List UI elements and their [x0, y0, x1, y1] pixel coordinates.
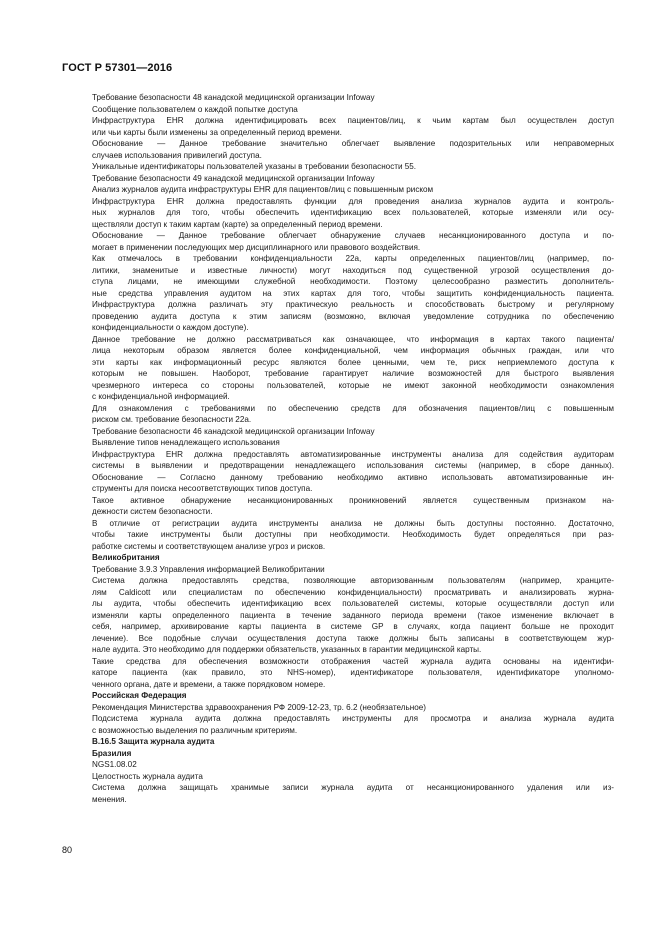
text-line: ченного органа, дате и времени, а также порядковом номере.: [92, 679, 326, 689]
text-line: NGS1.08.02: [92, 760, 137, 769]
text-line: риском см. требование безопасности 22а.: [92, 415, 252, 424]
text-line: Система должна защищать хранимые записи журнала аудита от несанкционированного удаления или из-: [92, 783, 614, 792]
text-line: чтобы такие инструменты были доступны при необходимости. Необходимость будет определяться при раз-: [92, 530, 614, 539]
text-line: Анализ журналов аудита инфраструктуры EHR для пациентов/лиц с повышенным риском: [92, 185, 434, 194]
text-line: Инфраструктура должна различать эту практическую реальность и способствовать быстрому и регулярному: [92, 300, 614, 309]
text-line: Рекомендация Министерства здравоохранения РФ 2009-12-23, тр. 6.2 (необязательное): [92, 702, 426, 712]
text-line: ные средства управления аудитом на этих картах для того, чтобы защитить конфиденциальность пациента.: [92, 288, 614, 298]
section-heading-line: B.16.5 Защита журнала аудита: [92, 737, 215, 746]
text-line: Обоснование — Данное требование значительно облегчает выявление подозрительных или неправомерных: [92, 139, 614, 148]
text-line: которым не повышен. Наоборот, требование гарантирует наличие возможностей для быстрого выявления: [92, 369, 614, 378]
text-line: литики, знаменитые и известные личности) могут находиться под существенной угрозой осуществления до-: [92, 265, 614, 275]
standard-header: ГОСТ Р 57301—2016: [62, 62, 173, 74]
text-line: или чьи карты были изменены за определенный период времени.: [92, 127, 342, 137]
text-line: Обоснование — Данное требование облегчает обнаружение случаев несанкционированного доступа и по-: [92, 231, 614, 240]
text-line: системы в выявлении и предотвращении ненадлежащего использования системы (например, в сборе данных).: [92, 461, 614, 470]
section-heading-line: Великобритания: [92, 553, 160, 562]
text-line: Уникальные идентификаторы пользователей указаны в требовании безопасности 55.: [92, 162, 417, 171]
text-line: себя, например, архивирование карты пациента в системе GP в случаях, когда пациент больше не проходит: [92, 622, 614, 631]
text-line: Такое активное обнаружение несанкционированных проникновений является существенным признаком на-: [92, 495, 614, 505]
text-line: проведению аудита доступа к этим записям (возможно, включая уведомление сотрудника по обеспечению: [92, 311, 614, 321]
text-line: Инфраструктура EHR должна предоставлять функции для проведения анализа журналов аудита и контроль-: [92, 196, 614, 206]
text-line: изменяли карты определенного пациента в течение заданного периода времени (такое изменение включает в: [92, 610, 614, 620]
text-line: лица некоторым образом является более конфиденциальной, чем информация обычных граждан, или что: [92, 346, 614, 355]
text-line: Требование безопасности 46 канадской медицинской организации Infoway: [92, 426, 375, 436]
text-line: Как отмечалось в требовании конфиденциальности 22а, карты определенных пациентов/лиц (например, по-: [92, 254, 614, 263]
text-line: Инфраструктура EHR должна предоставлять автоматизированные инструменты анализа для содействия аудиторам: [92, 449, 614, 459]
document-body: [92, 92, 614, 805]
text-line: лям Caldicott или специалистам по обеспечению конфиденциальности) просматривать и анализировать журна-: [92, 587, 614, 597]
text-line: Для ознакомления с требованиями по обеспечению средств для обозначения пациентов/лиц с повышенным: [92, 403, 614, 413]
text-line: Выявление типов ненадлежащего использования: [92, 438, 280, 447]
text-line: с возможностью выделения по различным критериям.: [92, 725, 298, 735]
text-line: Подсистема журнала аудита должна предоставлять инструменты для просмотра и анализа журнала аудита: [92, 714, 614, 723]
text-line: случаев использования привилегий доступа.: [92, 150, 262, 160]
text-line: с конфиденциальной информацией.: [92, 392, 230, 401]
text-line: чрезмерного интереса со стороны пользователей, которые не имеют законной необходимости ознакомления: [92, 380, 614, 390]
text-line: нале аудита. Это необходимо для поддержки обязательств, указанных в гарантии медицинской карты.: [92, 645, 482, 654]
page-number: 80: [62, 845, 73, 855]
text-line: Целостность журнала аудита: [92, 771, 203, 781]
text-line: струменты для поиска несоответствующих типов доступа.: [92, 484, 313, 493]
text-line: лечение). Все подобные случаи осуществления доступа также должны быть записаны в соответствующем жур-: [92, 633, 614, 643]
text-line: ных журналов для того, чтобы обеспечить идентификацию всех пользователей, которые изменяли или осу-: [92, 208, 614, 217]
text-line: Инфраструктура EHR должна идентифицировать всех пациентов/лиц, к чьим картам был осуществлен доступ: [92, 116, 614, 125]
section-heading-line: Российская Федерация: [92, 691, 187, 700]
text-line: работке системы и соответствующем анализе угроз и рисков.: [92, 541, 326, 551]
text-line: Требование безопасности 48 канадской медицинской организации Infoway: [92, 93, 375, 102]
text-line: Требование 3.9.3 Управления информацией Великобритании: [92, 564, 325, 574]
text-line: ществляли доступ к таким картам (карте) за определенный период времени.: [92, 219, 383, 229]
text-line: могает в применении последующих мер дисциплинарного или правового воздействия.: [92, 242, 421, 252]
text-line: Требование безопасности 49 канадской медицинской организации Infoway: [92, 173, 375, 183]
section-heading-line: Бразилия: [92, 748, 132, 758]
text-line: ступа лицами, не имеющими служебной необходимости. Поэтому целесообразно разместить дополнитель-: [92, 277, 614, 286]
text-line: Данное требование не должно рассматриваться как означающее, что информация в картах такого пациента/: [92, 334, 614, 344]
text-line: Такие средства для обеспечения возможности отображения частей журнала аудита основаны на идентифи-: [92, 656, 614, 666]
text-line: конфиденциальности о каждом доступе).: [92, 323, 249, 332]
text-line: лы аудита, чтобы обеспечить идентификацию всех пользователей системы, которые осуществляли доступ или: [92, 599, 614, 608]
text-line: Обоснование — Согласно данному требованию необходимо активно использовать автоматизированные ин-: [92, 472, 614, 482]
text-line: Сообщение пользователем о каждой попытке доступа: [92, 104, 298, 114]
text-line: каторе пациента (как правило, это NHS-номер), идентификаторе пользователя, идентификаторе уполномо-: [92, 668, 614, 677]
text-line: эти карты как информационный ресурс являются более ценными, чем те, риск неприемлемого доступа к: [92, 357, 614, 367]
text-line: В отличие от регистрации аудита инструменты анализа не должны быть доступны постоянно. Достаточно,: [92, 518, 614, 528]
text-line: менения.: [92, 794, 127, 804]
text-line: дежности систем безопасности.: [92, 507, 213, 516]
text-line: Система должна предоставлять средства, позволяющие авторизованным пользователям (например, хранците-: [92, 576, 614, 585]
